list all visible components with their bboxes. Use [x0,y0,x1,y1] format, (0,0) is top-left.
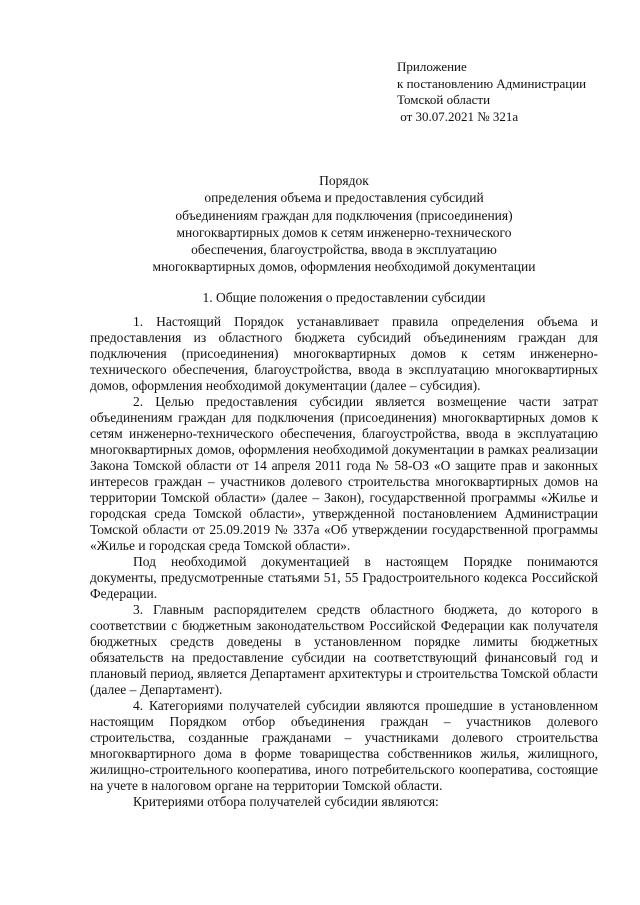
paragraph: Критериями отбора получателей субсидии являются: [133,794,439,809]
appendix-block [397,59,586,125]
appendix-line: от 30.07.2021 № 321а [397,108,519,124]
title-line: объединениям граждан для подключения (присоединения) [175,207,513,223]
paragraph: 2. Целью предоставления субсидии является возмещение части затрат объединениям граждан для подключения (присоединения) многоквартирных домов к сетям инженерно-технического обеспечения, благоустройства, ввода в эксплуатацию многоквартирных домов, оформления необходимой документации в рамках реализации Закона Томской области от 14 апреля 2011 года № 58-ОЗ «О защите прав и законных интересов граждан – участников долевого строительства многоквартирных домов на территории Томской области» (далее – Закон), государственной программы «Жилье и городская среда Томской области», утвержденной постановлением Администрации Томской области от 25.09.2019 № 337а «Об утверждении государственной программы «Жилье и городская среда Томской области». [90,394,598,553]
title-line: Порядок [319,173,369,188]
paragraph: 3. Главным распорядителем средств областного бюджета, до которого в соответствии с бюджетным законодательством Российской Федерации как получателя бюджетных средств доведены в установленном порядке лимиты бюджетных обязательств на предоставление субсидии на соответствующий финансовый год и плановый период, является Департамент архитектуры и строительства Томской области (далее – Департамент). [90,602,598,697]
document-title [90,172,598,276]
title-line: определения объема и предоставления субсидий [204,190,484,206]
paragraph: 4. Категориями получателей субсидии являются прошедшие в установленном настоящим Порядком отбор объединения граждан – участников долевого строительства, созданные гражданами – участниками долевого строительства многоквартирного дома в форме товарищества собственников жилья, жилищного, жилищно-строительного кооператива, иного потребительского кооператива, состоящие на учете в налоговом органе на территории Томской области. [90,698,598,793]
title-line: обеспечения, благоустройства, ввода в эксплуатацию [191,242,497,258]
document-body [90,314,598,810]
appendix-line: Приложение [397,59,467,74]
title-line: многоквартирных домов к сетям инженерно-технического [176,224,512,240]
paragraph: 1. Настоящий Порядок устанавливает правила определения объема и предоставления из областного бюджета субсидий объединениям граждан для подключения (присоединения) многоквартирных домов к сетям инженерно-технического обеспечения, благоустройства, ввода в эксплуатацию многоквартирных домов, оформления необходимой документации (далее – субсидия). [90,314,598,393]
title-line: многоквартирных домов, оформления необходимой документации [152,259,536,275]
paragraph: Под необходимой документацией в настоящем Порядке понимаются документы, предусмотренные статьями 51, 55 Градостроительного кодекса Российской Федерации. [90,554,598,601]
appendix-line: к постановлению Администрации [397,75,587,91]
appendix-line: Томской области [397,92,491,107]
section-heading: 1. Общие положения о предоставлении субсидии [202,290,486,305]
